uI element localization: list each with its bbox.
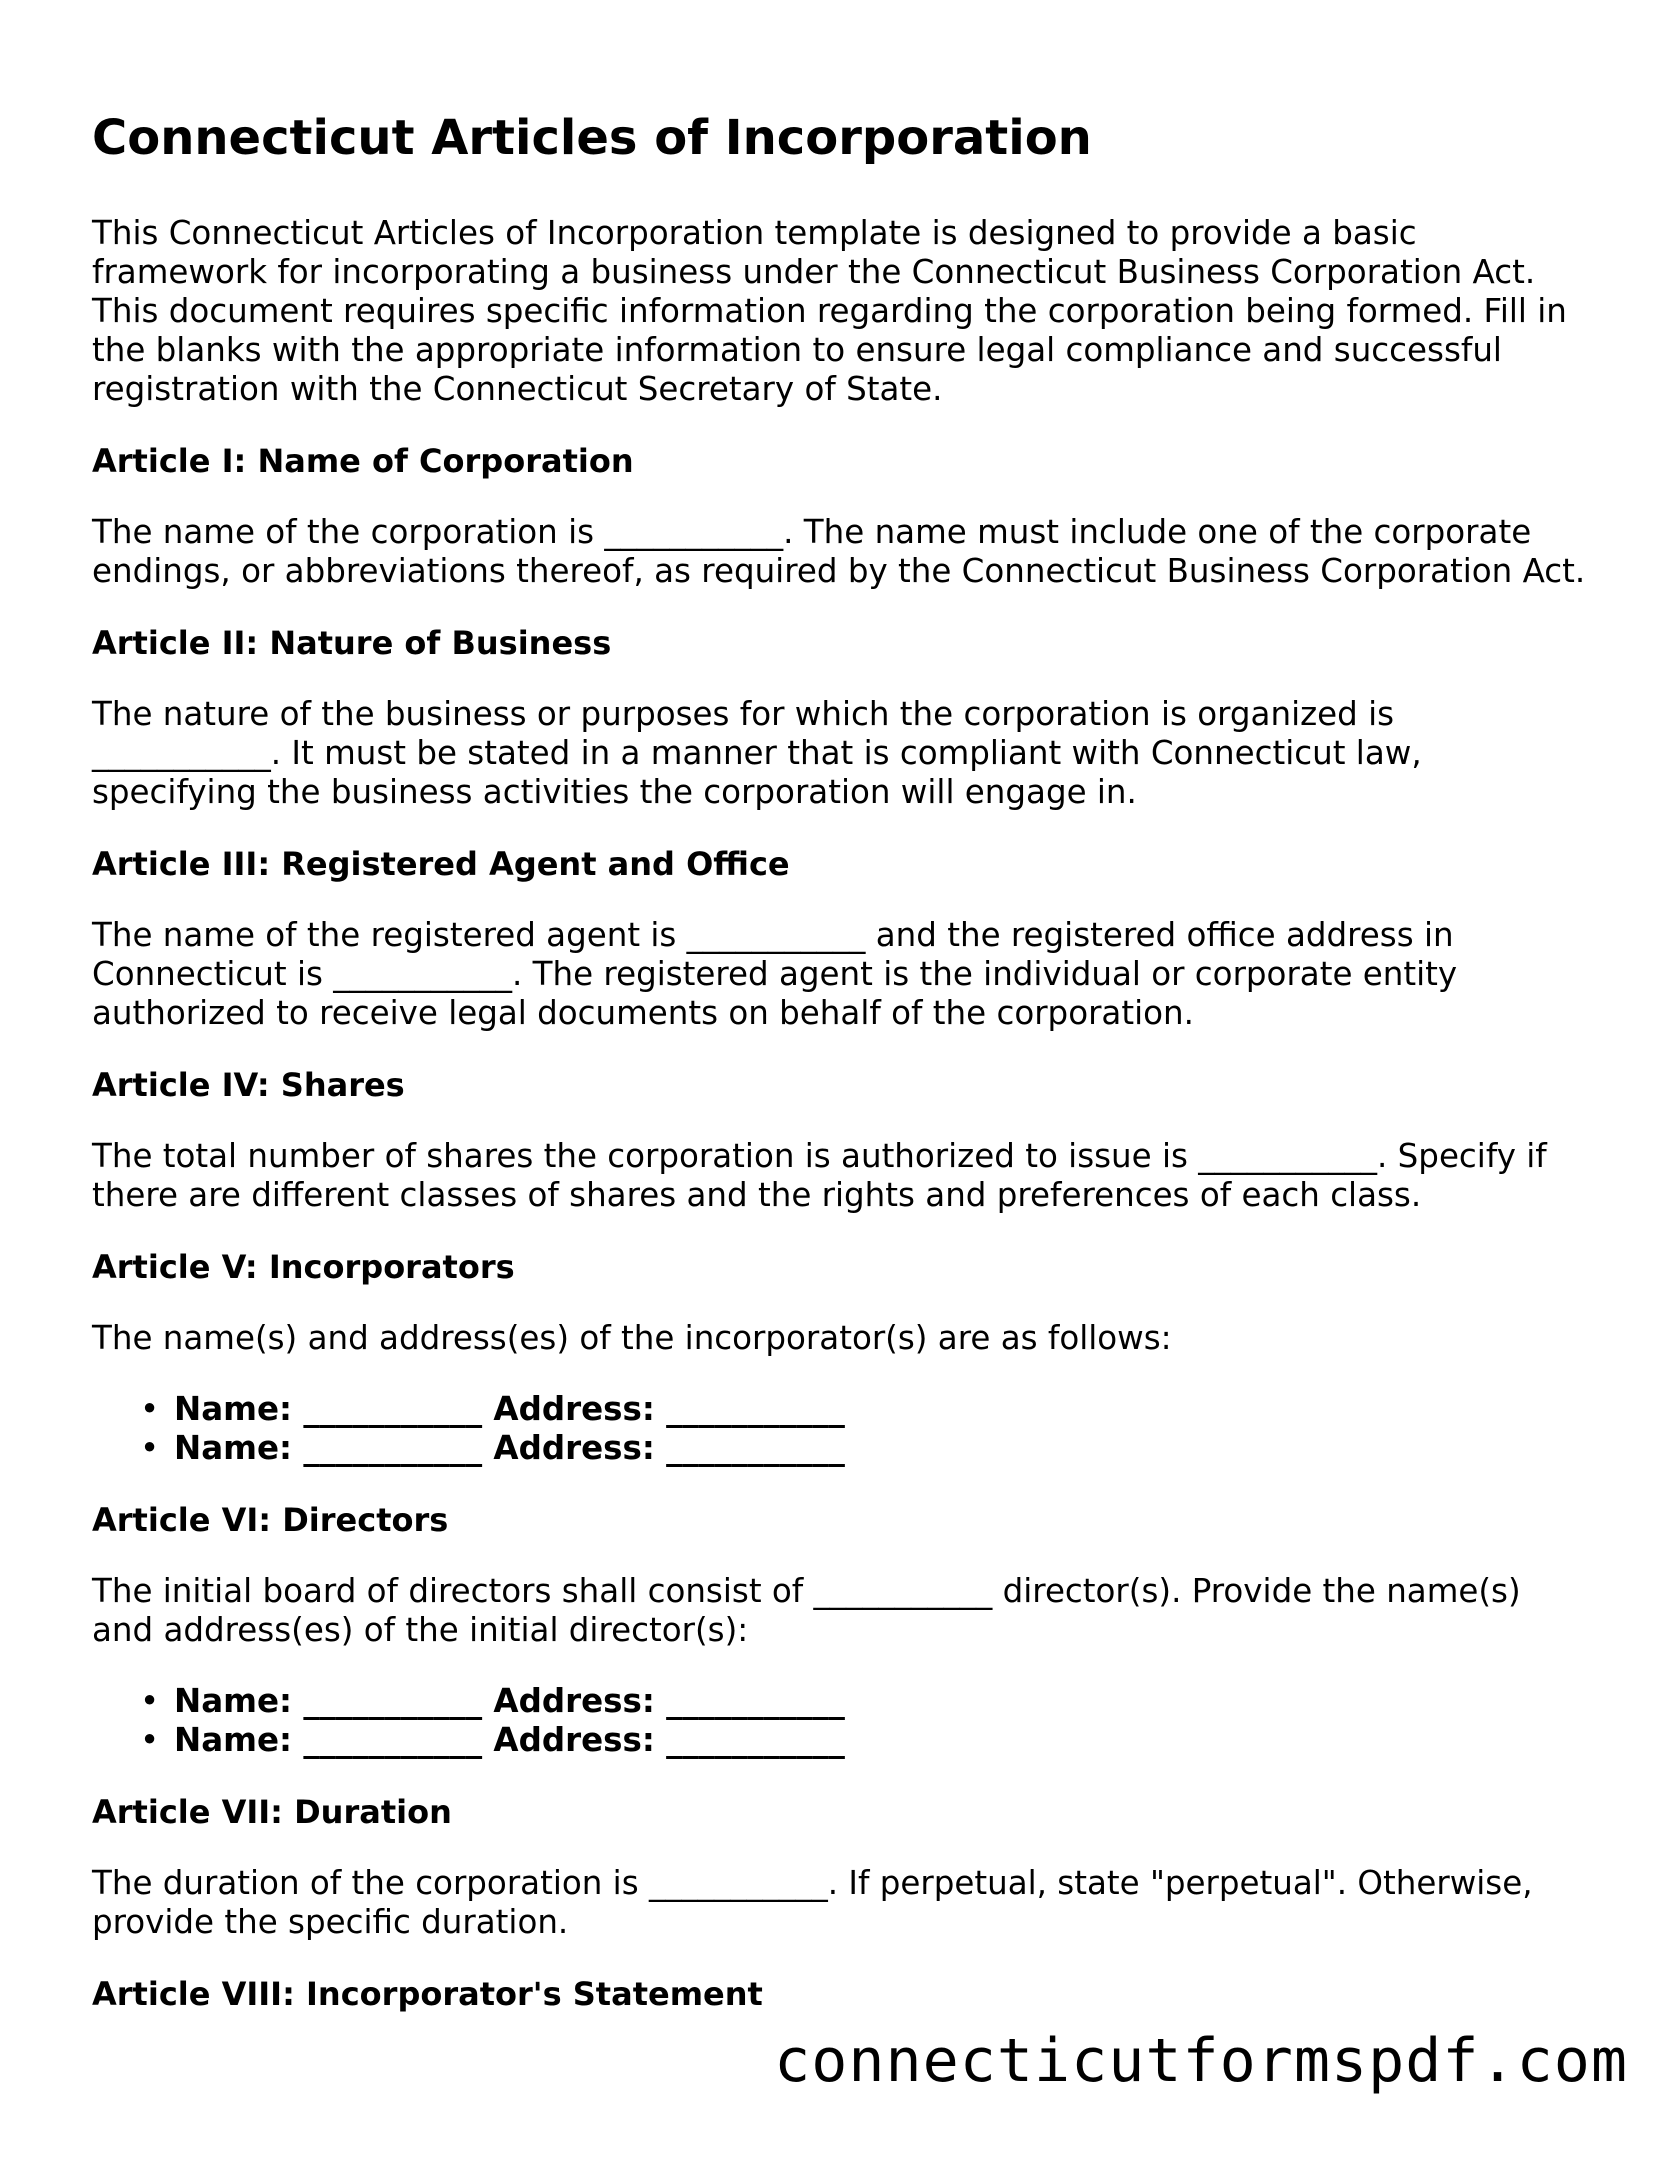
directors-list	[92, 1682, 1592, 1760]
list-item	[140, 1682, 1592, 1721]
list-item-text: Name: ___________ Address: ___________	[174, 1390, 845, 1428]
article-3-heading: Article III: Registered Agent and Office	[92, 845, 790, 883]
article-4-heading: Article IV: Shares	[92, 1066, 405, 1104]
article-5-text: The name(s) and address(es) of the incorporator(s) are as follows:	[92, 1319, 1172, 1357]
article-2-text: The nature of the business or purposes for which the corporation is organized is ___________. It must be stated in a manner that is compliant with Connecticut law, specifying the business activities the corporation will engage in.	[92, 695, 1422, 811]
article-7-heading: Article VII: Duration	[92, 1793, 452, 1831]
article-3-text: The name of the registered agent is ___________ and the registered office address in Connecticut is ___________. The registered agent is the individual or corporate entity authorized to receive legal documents on behalf of the corporation.	[92, 916, 1458, 1032]
article-6-text: The initial board of directors shall consist of ___________ director(s). Provide the name(s) and address(es) of the initial director(s):	[92, 1572, 1521, 1649]
bullet-icon: •	[140, 1682, 160, 1720]
article-1-heading: Article I: Name of Corporation	[92, 442, 634, 480]
list-item-text: Name: ___________ Address: ___________	[174, 1682, 845, 1720]
document-page	[92, 108, 1592, 2046]
article-1-text: The name of the corporation is ___________. The name must include one of the corporate endings, or abbreviations thereof, as required by the Connecticut Business Corporation Act.	[92, 513, 1586, 590]
bullet-icon: •	[140, 1429, 160, 1467]
list-item-text: Name: ___________ Address: ___________	[174, 1721, 845, 1759]
bullet-icon: •	[140, 1390, 160, 1428]
list-item-text: Name: ___________ Address: ___________	[174, 1429, 845, 1467]
intro-paragraph: This Connecticut Articles of Incorporation template is designed to provide a basic framework for incorporating a business under the Connecticut Business Corporation Act. This document requires specific information regarding the corporation being formed. Fill in the blanks with the appropriate information to ensure legal compliance and successful registration with the Connecticut Secretary of State.	[92, 214, 1567, 408]
incorporators-list	[92, 1390, 1592, 1468]
document-title: Connecticut Articles of Incorporation	[92, 110, 1092, 166]
list-item	[140, 1429, 1592, 1468]
list-item	[140, 1721, 1592, 1760]
list-item	[140, 1390, 1592, 1429]
bullet-icon: •	[140, 1721, 160, 1759]
article-6-heading: Article VI: Directors	[92, 1501, 449, 1539]
article-2-heading: Article II: Nature of Business	[92, 624, 612, 662]
article-8-heading: Article VIII: Incorporator's Statement	[92, 1975, 763, 2013]
article-5-heading: Article V: Incorporators	[92, 1248, 515, 1286]
site-watermark: connecticutformspdf.com	[774, 2026, 1628, 2096]
article-4-text: The total number of shares the corporation is authorized to issue is ___________. Specify if there are different classes of shares and the rights and preferences of each class.	[92, 1137, 1547, 1214]
article-7-text: The duration of the corporation is ___________. If perpetual, state "perpetual". Otherwise, provide the specific duration.	[92, 1864, 1533, 1941]
